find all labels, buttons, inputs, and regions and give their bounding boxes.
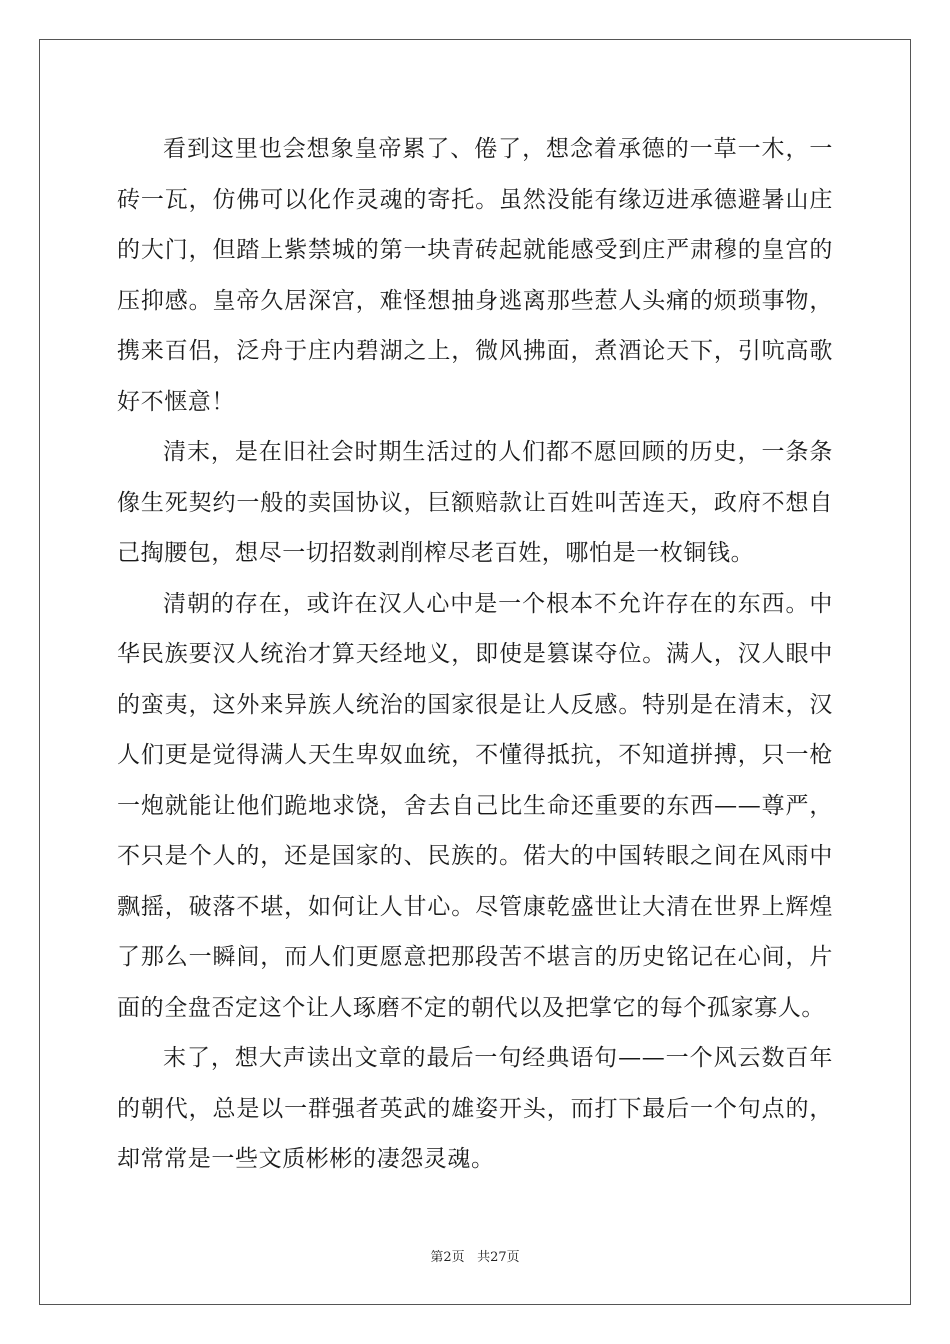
document-body xyxy=(117,124,833,1185)
paragraph-3: 清朝的存在，或许在汉人心中是一个根本不允许存在的东西。中华民族要汉人统治才算天经地义，即使是篡谋夺位。满人，汉人眼中的蛮夷，这外来异族人统治的国家很是让人反感。特别是在清末，汉人们更是觉得满人天生卑奴血统，不懂得抵抗，不知道拼搏，只一枪一炮就能让他们跪地求饶，舍去自己比生命还重要的东西——尊严，不只是个人的，还是国家的、民族的。偌大的中国转眼之间在风雨中飘摇，破落不堪，如何让人甘心。尽管康乾盛世让大清在世界上辉煌了那么一瞬间，而人们更愿意把那段苦不堪言的历史铭记在心间，片面的全盘否定这个让人琢磨不定的朝代以及把掌它的每个孤家寡人。 xyxy=(117,590,833,1021)
paragraph-1: 看到这里也会想象皇帝累了、倦了，想念着承德的一草一木，一砖一瓦，仿佛可以化作灵魂的寄托。虽然没能有缘迈进承德避暑山庄的大门，但踏上紫禁城的第一块青砖起就能感受到庄严肃穆的皇宫的压抑感。皇帝久居深宫，难怪想抽身逃离那些惹人头痛的烦琐事物，携来百侣，泛舟于庄内碧湖之上，微风拂面，煮酒论天下，引吭高歌好不惬意！ xyxy=(117,136,833,415)
paragraph-2: 清末，是在旧社会时期生活过的人们都不愿回顾的历史，一条条像生死契约一般的卖国协议，巨额赔款让百姓叫苦连天，政府不想自己掏腰包，想尽一切招数剥削榨尽老百姓，哪怕是一枚铜钱。 xyxy=(117,439,833,566)
footer-gap xyxy=(465,1250,477,1265)
paragraph-4: 末了，想大声读出文章的最后一句经典语句——一个风云数百年的朝代，总是以一群强者英武的雄姿开头，而打下最后一个句点的，却常常是一些文质彬彬的凄怨灵魂。 xyxy=(117,1045,833,1172)
page-total: 共27页 xyxy=(477,1250,520,1265)
page-number: 第2页 xyxy=(430,1250,465,1265)
page-footer xyxy=(0,1246,950,1265)
